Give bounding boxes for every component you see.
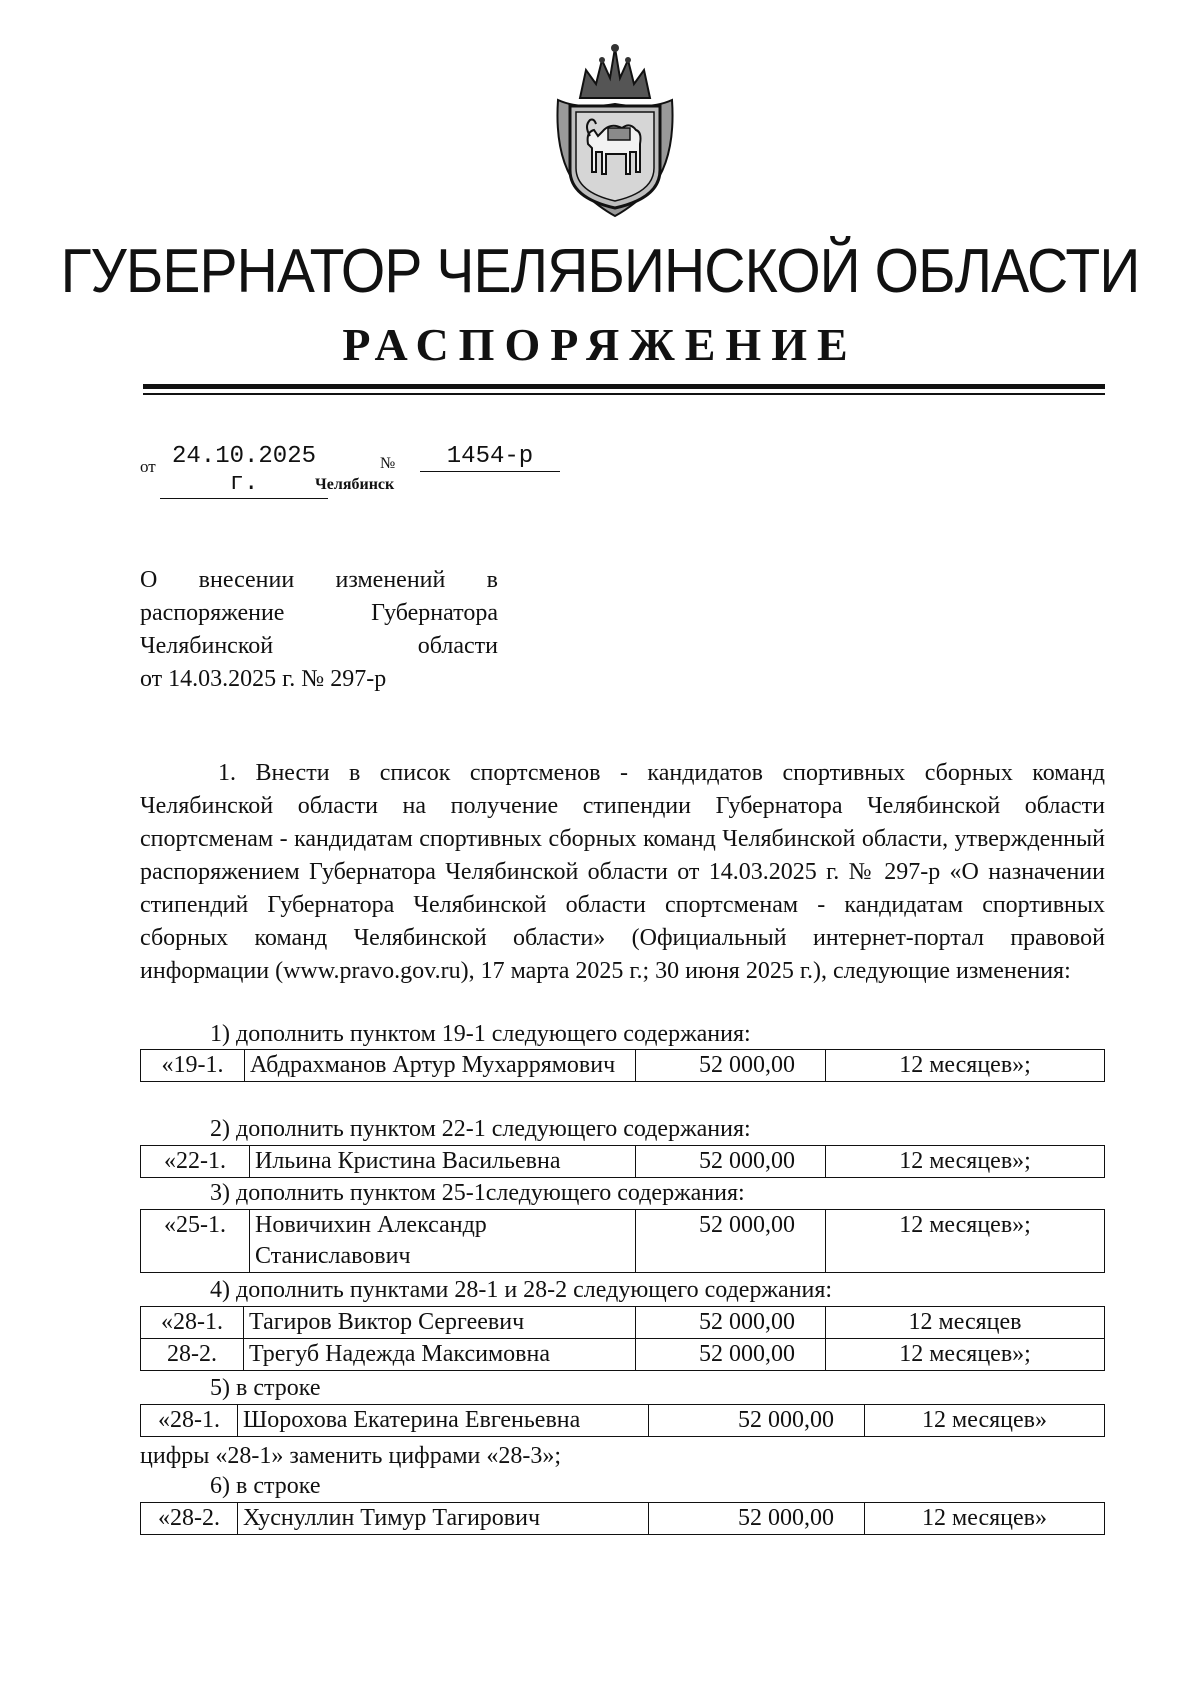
table-row	[141, 1307, 1105, 1339]
amendment-item-label: 2) дополнить пунктом 22-1 следующего содержания:	[210, 1116, 751, 1142]
scholarship-period: 12 месяцев»	[865, 1405, 1105, 1437]
athlete-name: Тагиров Виктор Сергеевич	[244, 1307, 636, 1339]
scholarship-amount: 52 000,00	[636, 1146, 826, 1178]
document-type: РАСПОРЯЖЕНИЕ	[342, 319, 858, 370]
amendment-table	[140, 1502, 1105, 1535]
amendment-item-label: 4) дополнить пунктами 28-1 и 28-2 следующего содержания:	[210, 1277, 833, 1303]
document-date: 24.10.2025 г.	[160, 443, 328, 499]
scholarship-period: 12 месяцев»;	[826, 1339, 1105, 1371]
row-number: «22-1.	[141, 1146, 250, 1178]
issuer-title: ГУБЕРНАТОР ЧЕЛЯБИНСКОЙ ОБЛАСТИ	[60, 237, 1140, 306]
amendment-table	[140, 1209, 1105, 1273]
header-divider-thin	[143, 393, 1105, 395]
table-row	[141, 1339, 1105, 1371]
number-prefix: №	[380, 455, 396, 472]
athlete-name: Новичихин Александр Станиславович	[250, 1210, 636, 1273]
row-number: 28-2.	[141, 1339, 244, 1371]
document-subject	[140, 564, 498, 696]
row-number: «28-1.	[141, 1307, 244, 1339]
scholarship-amount: 52 000,00	[649, 1405, 865, 1437]
scholarship-amount: 52 000,00	[636, 1307, 826, 1339]
header-divider-thick	[143, 384, 1105, 389]
scholarship-period: 12 месяцев»;	[826, 1210, 1105, 1273]
athlete-name: Хуснуллин Тимур Тагирович	[238, 1503, 649, 1535]
amendment-table	[140, 1306, 1105, 1371]
scholarship-period: 12 месяцев»;	[826, 1146, 1105, 1178]
table-row	[141, 1503, 1105, 1535]
row-number: «28-1.	[141, 1405, 238, 1437]
athlete-name: Шорохова Екатерина Евгеньевна	[238, 1405, 649, 1437]
date-prefix: от	[140, 457, 156, 476]
amendment-table	[140, 1404, 1105, 1437]
table-row	[141, 1146, 1105, 1178]
coat-of-arms-emblem	[550, 40, 680, 218]
athlete-name: Абдрахманов Артур Мухаррямович	[245, 1050, 636, 1082]
amendment-item-label: 1) дополнить пунктом 19-1 следующего содержания:	[210, 1021, 751, 1047]
subject-line: от 14.03.2025 г. № 297-р	[140, 666, 387, 692]
scholarship-amount: 52 000,00	[636, 1339, 826, 1371]
athlete-name: Ильина Кристина Васильевна	[250, 1146, 636, 1178]
table-row	[141, 1210, 1105, 1273]
subject-line: О внесении изменений в	[140, 567, 498, 593]
scholarship-amount: 52 000,00	[649, 1503, 865, 1535]
amendment-item-label: 5) в строке	[210, 1375, 321, 1401]
scholarship-period: 12 месяцев»	[865, 1503, 1105, 1535]
row-number: «25-1.	[141, 1210, 250, 1273]
amendment-table	[140, 1145, 1105, 1178]
subject-line: Челябинской области	[140, 633, 498, 659]
document-number: 1454-р	[420, 443, 560, 472]
table-row	[141, 1405, 1105, 1437]
amendment-table	[140, 1049, 1105, 1082]
row-number: «19-1.	[141, 1050, 245, 1082]
athlete-name: Трегуб Надежда Максимовна	[244, 1339, 636, 1371]
table-row	[141, 1050, 1105, 1082]
scholarship-period: 12 месяцев	[826, 1307, 1105, 1339]
amendment-replacement-note: цифры «28-1» заменить цифрами «28-3»;	[140, 1443, 562, 1469]
row-number: «28-2.	[141, 1503, 238, 1535]
city-label: Челябинск	[315, 476, 395, 493]
subject-line: распоряжение Губернатора	[140, 600, 498, 626]
scholarship-amount: 52 000,00	[636, 1050, 826, 1082]
amendment-item-label: 6) в строке	[210, 1473, 321, 1499]
main-paragraph: 1. Внести в список спортсменов - кандидатов спортивных сборных команд Челябинской области на получение стипендии Губернатора Челябинской области спортсменам - кандидатам спортивных сборных команд Челябинской области, утвержденный распоряжением Губернатора Челябинской области от 14.03.2025 г. № 297-р «О назначении стипендий Губернатора Челябинской области спортсменам - кандидатам спортивных сборных команд Челябинской области» (Официальный интернет-портал правовой информации (www.pravo.gov.ru), 17 марта 2025 г.; 30 июня 2025 г.), следующие изменения:	[140, 760, 1105, 984]
scholarship-period: 12 месяцев»;	[826, 1050, 1105, 1082]
scholarship-amount: 52 000,00	[636, 1210, 826, 1273]
amendment-item-label: 3) дополнить пунктом 25-1следующего содержания:	[210, 1180, 745, 1206]
